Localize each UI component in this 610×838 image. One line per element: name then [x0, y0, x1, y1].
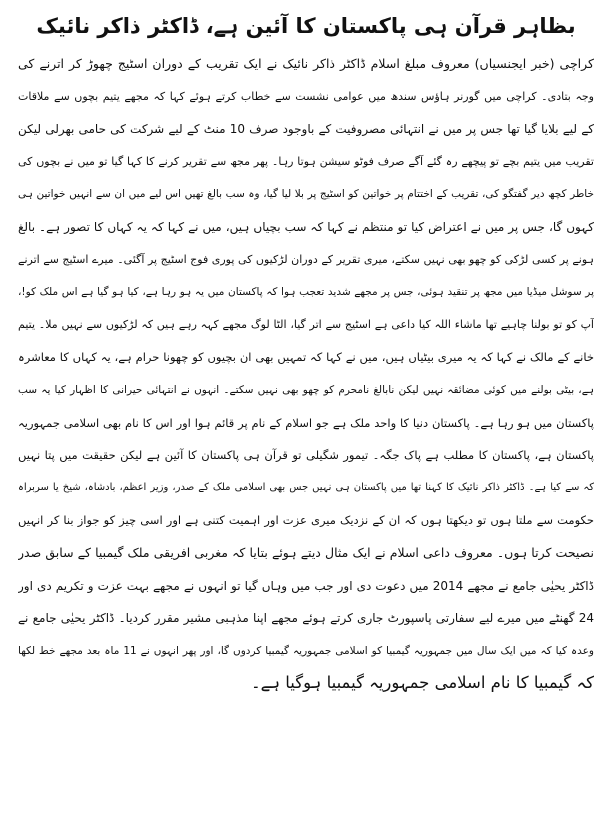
article-line: کہ گیمبیا کا نام اسلامی جمہوریہ گیمبیا ہوگیا ہے۔: [251, 673, 594, 693]
article-line: خانے کے مالک نے کہا کہ یہ میری بیٹیاں ہیں، میں نے کہا کہ تمہیں بھی ان بچیوں کو چھونا حرام ہے، یہ کہاں کا معاشرہ: [18, 350, 594, 365]
article-line: پر سوشل میڈیا میں مجھ پر تنقید ہوئی، جس پر مجھے شدید تعجب ہوا کہ پاکستان میں یہ ہو رہا ہے، کیا ہو گیا ہے اس ملک کو!،: [18, 286, 594, 299]
article-line: ڈاکٹر یحیٰی جامع نے مجھے 2014 میں دعوت دی اور جب میں وہاں گیا تو انہوں نے مجھے بہت عزت و تکریم دی اور: [18, 578, 594, 593]
article-line: وعدہ کیا کہ میں ایک سال میں جمہوریہ گیمبیا کو اسلامی جمہوریہ گیمبیا کردوں گا، اور پھر انہوں نے 11 ماہ بعد مجھے خط لکھا: [18, 644, 594, 657]
article-line: خاطر کچھ دیر گفتگو کی، تقریب کے اختتام پر خواتین کو اسٹیج پر بلا لیا گیا، وہ سب بالغ تھیں اس لیے میں ان سے انہیں خواتین ہی: [18, 188, 594, 201]
article-line: حکومت سے ملتا ہوں تو دیکھتا ہوں کہ ان کے نزدیک میری عزت اور اہمیت کتنی ہے اور اسی چیز کو جواز بنا کر انہیں: [18, 513, 594, 528]
article-line: کہوں گا، جس پر میں نے اعتراض کیا تو منتظم نے کہا کہ سب بچیاں ہیں، میں نے کہا کہ یہ کہاں کا تصور ہے۔ بالغ: [18, 219, 594, 234]
article-line: 24 گھنٹے میں میرے لیے سفارتی پاسپورٹ جاری کرتے ہوئے مجھے اپنا مذہبی مشیر مقرر کردیا۔ ڈاکٹر یحیٰی جامع نے: [18, 611, 594, 626]
article-line: وجہ بتادی۔ کراچی میں گورنر ہاؤس سندھ میں عوامی نشست سے خطاب کرتے ہوئے کہا کہ مجھے یتیم بچوں سے ملاقات: [18, 89, 594, 103]
article-line: ہونے پر کسی لڑکی کو چھو بھی نہیں سکتے، میری تقریر کے دوران لڑکیوں کی پوری فوج اسٹیج پر آگئی۔ میرے اسٹیج سے اترنے: [18, 252, 594, 266]
article-line: آپ کو تو بولنا چاہیے تھا ماشاء اللہ کیا داعی ہے اسٹیج سے اتر گیا، الٹا لوگ مجھے کہہ رہے ہیں کہ لڑکیوں سے نہیں ملا۔ یتیم: [18, 317, 594, 331]
article-line: کراچی (خبر ایجنسیاں) معروف مبلغ اسلام ڈاکٹر ذاکر نائیک نے ایک تقریب کے دوران اسٹیج چھوڑ کر اترنے کی: [18, 56, 594, 71]
article-line: تقریب میں یتیم بچے تو پیچھے رہ گئے آگے صرف فوٹو سیشن ہوتا رہا۔ پھر مجھ سے تقریر کرنے کا کہا گیا تو میں نے بچوں کی: [18, 154, 594, 168]
article-headline: بظاہر قرآن ہی پاکستان کا آئین ہے، ڈاکٹر ذاکر نائیک: [36, 14, 576, 38]
article-line: کے لیے بلایا گیا تھا جس پر میں نے انتہائی مصروفیت کے باوجود صرف 10 منٹ کے لیے شرکت کی حامی بھرلی لیکن: [18, 122, 594, 137]
article-line: پاکستان ہے، پاکستان کا مطلب ہے پاک جگہ۔ تیمور شگیلی تو قرآن ہی پاکستان کا آئین ہے لیکن حقیقت میں پتا نہیں: [18, 448, 594, 463]
article-line: کہ سے کیا ہے۔ ڈاکٹر ذاکر نائیک کا کہنا تھا میں پاکستان ہی نہیں جس بھی اسلامی ملک کے صدر، وزیر اعظم، بادشاہ، شیخ یا سربراہ: [18, 481, 594, 493]
article-line: پاکستان میں ہو رہا ہے۔ پاکستان دنیا کا واحد ملک ہے جو اسلام کے نام پر قائم ہوا اور اس کا نام بھی اسلامی جمہوریہ: [18, 415, 594, 430]
article-body: [18, 48, 594, 700]
article-line: نصیحت کرتا ہوں۔ معروف داعی اسلام نے ایک مثال دیتے ہوئے بتایا کہ مغربی افریقی ملک گیمبیا کے سابق صدر: [18, 544, 594, 560]
article-line: ہے، بیٹی بولنے میں کوئی مضائقہ نہیں لیکن نابالغ نامحرم کو چھو بھی نہیں سکتے۔ انہوں نے انتہائی حیرانی کا اظہار کیا یہ سب: [18, 383, 594, 396]
